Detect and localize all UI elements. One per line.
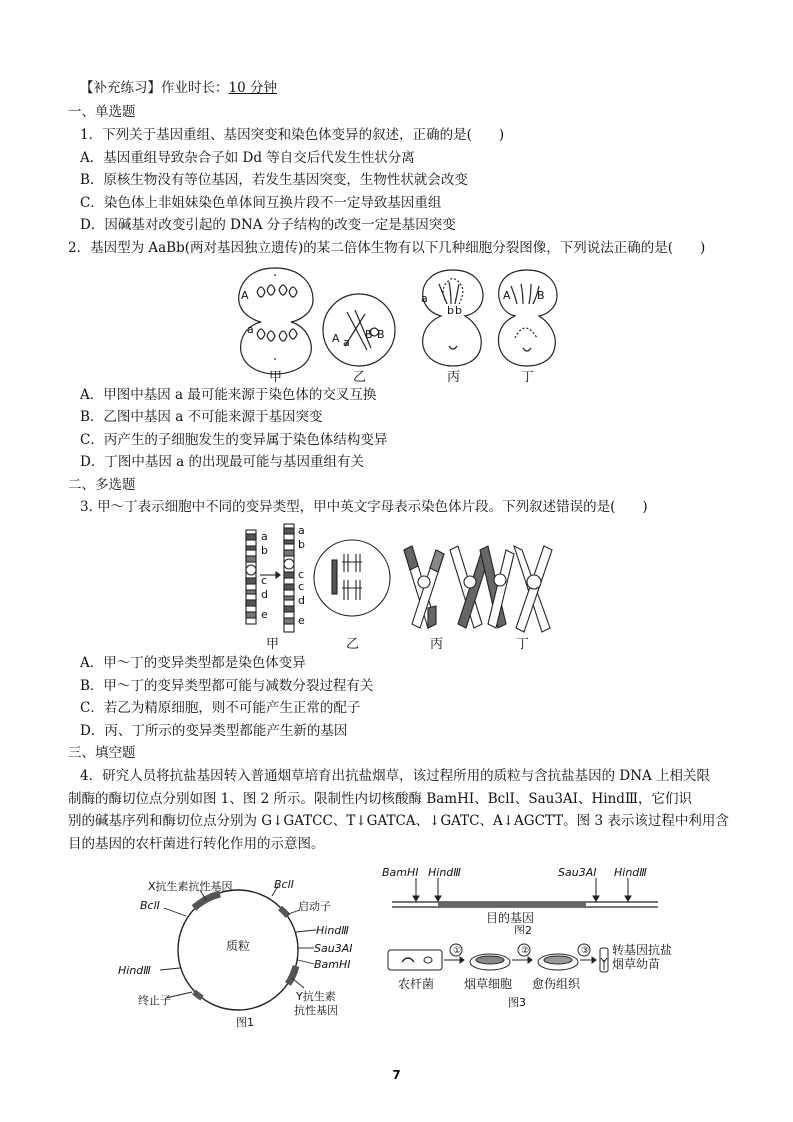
cell-bing xyxy=(423,270,483,366)
q3-option-d: D．丙、丁所示的变异类型都能产生新的基因 xyxy=(80,723,348,739)
bing-gene-b1: b xyxy=(447,304,454,317)
q2-label-jia: 甲 xyxy=(269,370,283,384)
q3-stem: 3. 甲～丁表示细胞中不同的变异类型，甲中英文字母表示染色体片段。下列叙述错误的是( ) xyxy=(80,499,648,515)
fig2-bam: BamHⅠ xyxy=(382,866,419,879)
q2-cell-division-figure xyxy=(235,262,565,384)
fig3-caption: 图3 xyxy=(508,996,526,1009)
q4-line-3: 别的碱基序列和酶切位点分别为 G↓GATCC、T↓GATCA、↓GATC、A↓AGCTT。图 3 表示该过程中利用含 xyxy=(68,813,729,829)
fig3-cells: 烟草细胞 xyxy=(464,977,513,991)
q3-option-b: B．甲～丁的变异类型都可能与减数分裂过程有关 xyxy=(80,678,374,694)
seg-right-c2: c xyxy=(298,580,305,593)
fig1-sau: Sau3AⅠ xyxy=(314,942,353,955)
fig1-x-gene-label: X抗生素抗性基因 xyxy=(148,880,233,893)
fig1-bam: BamHⅠ xyxy=(314,958,351,971)
q2-label-bing: 丙 xyxy=(447,370,461,384)
yi-gene-A: A xyxy=(332,332,340,345)
q2-label-yi: 乙 xyxy=(353,370,367,384)
fig1-hind-left: HindⅢ xyxy=(118,964,151,977)
fig3-bacteria: 农杆菌 xyxy=(398,977,435,991)
seg-right-a: a xyxy=(298,524,305,537)
bing-gene-a: a xyxy=(421,292,428,305)
fig3-result-2: 烟草幼苗 xyxy=(612,957,661,971)
duration-value: 10 分钟 xyxy=(228,80,277,96)
y-resistance-gene-block xyxy=(288,966,296,984)
jia-gene-A: A xyxy=(241,289,249,302)
section-multi-choice: 二、多选题 xyxy=(68,477,136,493)
bing-chromosomes xyxy=(404,546,490,628)
seg-left-c: c xyxy=(261,574,268,587)
section-single-choice: 一、单选题 xyxy=(68,104,136,120)
q3-label-bing: 丙 xyxy=(430,637,444,652)
assignment-header xyxy=(80,79,277,97)
q1-option-d: D．因碱基对改变引起的 DNA 分子结构的改变一定是基因突变 xyxy=(80,217,456,233)
yi-gene-B1: B xyxy=(365,328,373,341)
seg-left-b: b xyxy=(261,544,268,557)
step-1: ① xyxy=(453,946,462,956)
cell-ding xyxy=(499,270,557,366)
fig1-caption: 图1 xyxy=(236,1016,254,1029)
step-3: ③ xyxy=(581,946,590,956)
fig2-hind1: HindⅢ xyxy=(428,866,461,879)
q2-label-ding: 丁 xyxy=(521,370,535,384)
seg-left-a: a xyxy=(261,530,268,543)
q4-line-2: 制酶的酶切位点分别如图 1、图 2 所示。限制性内切核酸酶 BamHⅠ、BclⅠ、Sau3AⅠ、HindⅢ，它们识 xyxy=(68,791,692,807)
jia-chromosome-original xyxy=(246,530,256,624)
fig1-plasmid-label: 质粒 xyxy=(226,939,251,953)
fig1-promoter: 启动子 xyxy=(298,900,331,913)
fig1-bcl-left: BclⅠ xyxy=(140,899,160,912)
q2-stem: 2．基因型为 AaBb(两对基因独立遗传)的某二倍体生物有以下几种细胞分裂图像，下列说法正确的是( ) xyxy=(68,240,706,256)
q2-option-d: D．丁图中基因 a 的出现最可能与基因重组有关 xyxy=(80,454,364,470)
fig3-result-1: 转基因抗盐 xyxy=(612,943,673,957)
q3-variation-figure xyxy=(240,520,570,652)
terminator-block xyxy=(194,992,202,998)
fig1-hind-right: HindⅢ xyxy=(316,924,349,937)
q4-line-4: 目的基因的农杆菌进行转化作用的示意图。 xyxy=(68,836,325,852)
jia-gene-a: a xyxy=(247,323,254,336)
agrobacterium-box xyxy=(388,950,442,970)
q3-label-jia: 甲 xyxy=(266,637,280,652)
q4-figure-1-plasmid xyxy=(108,864,378,1030)
q4-figure-2-dna xyxy=(378,862,668,934)
q1-option-a: A．基因重组导致杂合子如 Dd 等自交后代发生性状分离 xyxy=(80,150,415,166)
q2-option-a: A．甲图中基因 a 最可能来源于染色体的交叉互换 xyxy=(80,387,377,403)
q3-label-ding: 丁 xyxy=(516,637,530,652)
ding-gene-A: A xyxy=(503,289,511,302)
q4-line-1: 4．研究人员将抗盐基因转入普通烟草培育出抗盐烟草，该过程所用的质粒与含抗盐基因的 DNA 上相关限 xyxy=(80,768,711,784)
seg-right-e: e xyxy=(298,614,305,627)
fig2-hind2: HindⅢ xyxy=(614,866,647,879)
q2-option-b: B．乙图中基因 a 不可能来源于基因突变 xyxy=(80,409,323,425)
yi-gene-B2: B xyxy=(377,328,385,341)
ding-chromosomes xyxy=(480,546,552,632)
target-gene-segment xyxy=(438,902,586,907)
fig2-caption: 图2 xyxy=(514,924,532,934)
ding-gene-B: B xyxy=(537,289,545,302)
q3-option-a: A．甲～丁的变异类型都是染色体变异 xyxy=(80,655,306,671)
x-resistance-gene-block xyxy=(194,894,220,908)
fig1-terminator: 终止子 xyxy=(138,994,171,1007)
fig1-y-gene-2: 抗性基因 xyxy=(294,1004,338,1017)
seg-right-d: d xyxy=(298,594,305,607)
q3-option-c: C．若乙为精原细胞，则不可能产生正常的配子 xyxy=(80,700,361,716)
step-2: ② xyxy=(521,946,530,956)
q4-figure-3-process xyxy=(384,940,684,1024)
yi-gene-a: a xyxy=(343,336,350,349)
fig1-y-gene-1: Y抗生素 xyxy=(296,990,336,1003)
q2-option-c: C．丙产生的子细胞发生的变异属于染色体结构变异 xyxy=(80,432,388,448)
fig1-bcl-top: BclⅠ xyxy=(274,878,294,891)
yi-cell xyxy=(314,540,390,616)
section-fill-blank: 三、填空题 xyxy=(68,745,136,761)
seg-left-e: e xyxy=(261,608,268,621)
seg-left-d: d xyxy=(261,588,268,601)
jia-chromosome-duplicated xyxy=(284,524,294,632)
q1-stem: 1．下列关于基因重组、基因突变和染色体变异的叙述，正确的是( ) xyxy=(80,127,505,143)
fig2-sau: Sau3AⅠ xyxy=(558,866,597,879)
q3-label-yi: 乙 xyxy=(346,637,360,652)
bing-gene-b2: b xyxy=(455,304,462,317)
cell-jia xyxy=(239,268,313,374)
promoter-block xyxy=(280,908,288,916)
q1-option-b: B．原核生物没有等位基因，若发生基因突变，生物性状就会改变 xyxy=(80,172,468,188)
fig3-callus: 愈伤组织 xyxy=(532,977,581,991)
seg-right-c1: c xyxy=(298,568,305,581)
seg-right-b: b xyxy=(298,538,305,551)
q1-option-c: C．染色体上非姐妹染色单体间互换片段不一定导致基因重组 xyxy=(80,195,442,211)
fig2-gene-label: 目的基因 xyxy=(486,911,535,925)
header-label: 【补充练习】作业时长： xyxy=(80,80,229,96)
page-number: 7 xyxy=(392,1068,401,1082)
